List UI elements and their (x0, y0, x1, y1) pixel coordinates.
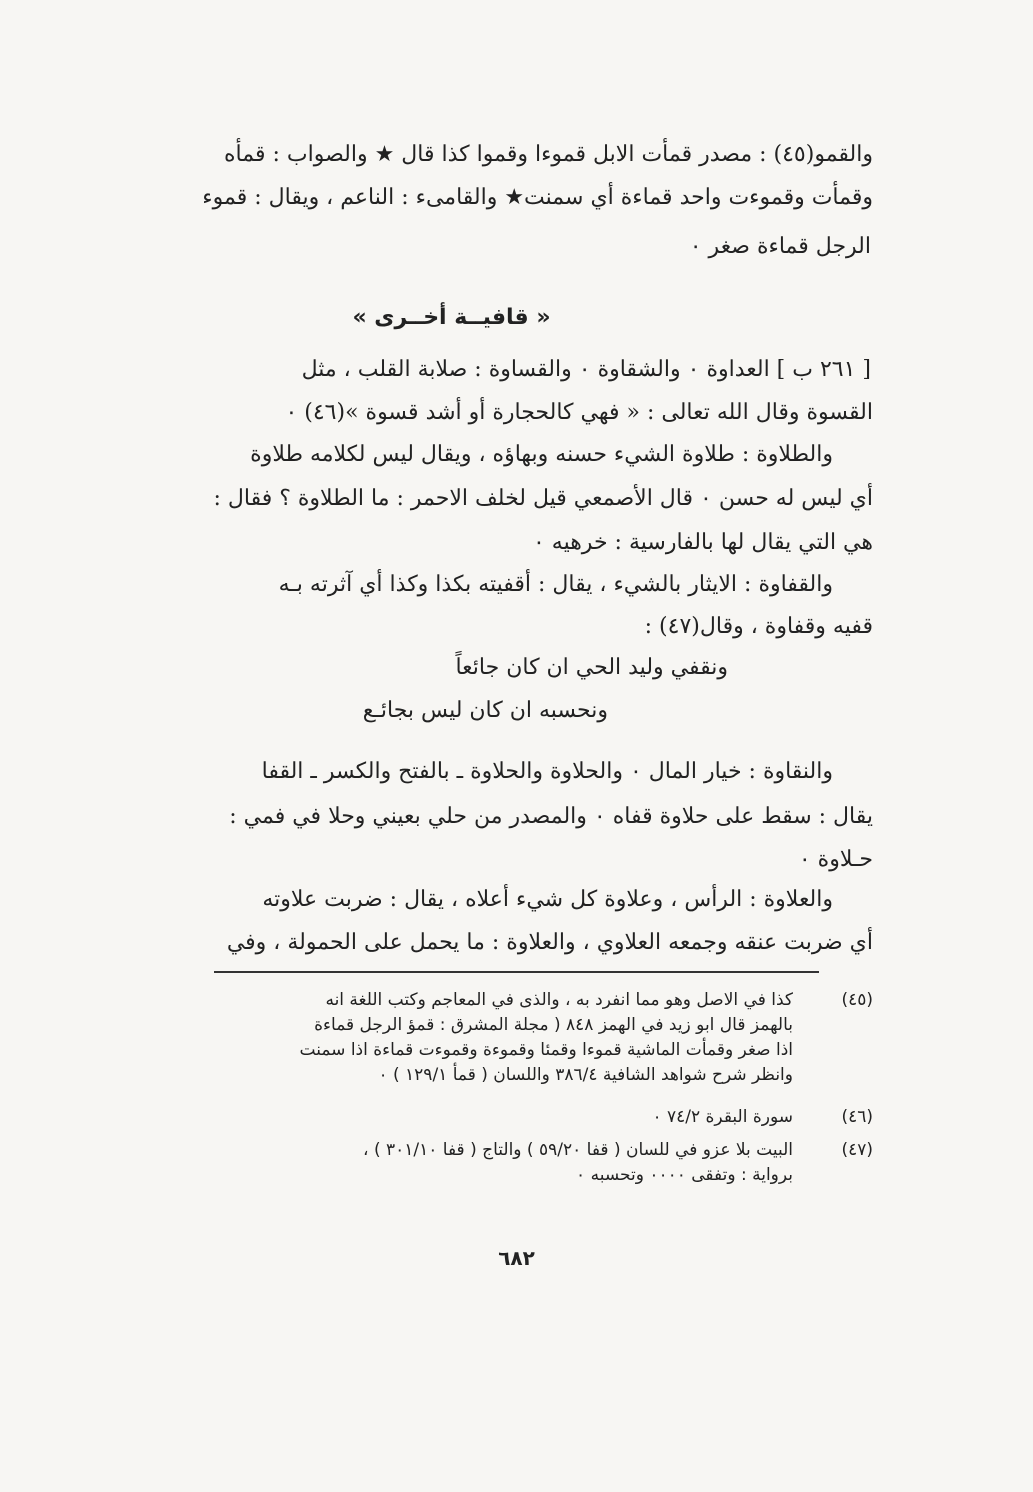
text-line: حـلاوة ٠ (798, 847, 873, 872)
text-line: هي التي يقال لها بالفارسية : خرهيه ٠ (532, 530, 873, 555)
text-line: أي ضربت عنقه وجمعه العلاوي ، والعلاوة : ما يحمل على الحمولة ، وفي (226, 930, 873, 955)
verse-line: ونقفي وليد الحي ان كان جائعاً (455, 655, 728, 680)
footnote-line: بالهمز قال ابو زيد في الهمز ٨٤٨ ( مجلة المشرق : قمؤ الرجل قماءة (314, 1015, 793, 1035)
text-line: [ ٢٦١ ب ] العداوة ٠ والشقاوة ٠ والقساوة : صلابة القلب ، مثل (301, 357, 871, 382)
text-line: قفيه وقفاوة ، وقال(٤٧) : (644, 614, 873, 639)
section-heading: « قافيــة أخــرى » (352, 305, 551, 330)
text-line: والطلاوة : طلاوة الشيء حسنه وبهاؤه ، ويقال ليس لكلامه طلاوة (250, 442, 833, 467)
text-line: يقال : سقط على حلاوة قفاه ٠ والمصدر من حلي بعيني وحلا في فمي : (229, 804, 873, 829)
footnote-line: اذا صغر وقمأت الماشية قموءا وقمئا وقموءة وقموءت قماءة اذا سمنت (299, 1040, 793, 1060)
text-line: أي ليس له حسن ٠ قال الأصمعي قيل لخلف الاحمر : ما الطلاوة ؟ فقال : (213, 486, 873, 511)
text-line: الرجل قماءة صغر ٠ (689, 234, 871, 259)
text-line: والعلاوة : الرأس ، وعلاوة كل شيء أعلاه ، يقال : ضربت علاوته (262, 887, 833, 912)
footnote-line: كذا في الاصل وهو مما انفرد به ، والذى في المعاجم وكتب اللغة انه (325, 990, 793, 1010)
footnote-number: (٤٦) (841, 1107, 873, 1127)
footnote-number: (٤٥) (841, 990, 873, 1010)
text-line: والنقاوة : خيار المال ٠ والحلاوة والحلاوة ـ بالفتح والكسر ـ القفا (261, 759, 833, 784)
verse-line: ونحسبه ان كان ليس بجائـع (362, 698, 608, 723)
text-line: والقمو(٤٥) : مصدر قمأت الابل قموءا وقموا كذا قال ★ والصواب : قمأه (224, 142, 873, 167)
footnote-line: البيت بلا عزو في للسان ( قفا ٥٩/٢٠ ) والتاج ( قفا ٣٠١/١٠ ) ، (363, 1140, 793, 1160)
footnote-line: سورة البقرة ٧٤/٢ ٠ (652, 1107, 793, 1127)
footnote-line: وانظر شرح شواهد الشافية ٣٨٦/٤ واللسان ( قمأ ١٢٩/١ ) ٠ (378, 1065, 793, 1085)
footnote-divider (214, 971, 819, 973)
footnote-line: برواية : وتفقى ٠٠٠٠ وتحسبه ٠ (576, 1165, 793, 1185)
text-line: القسوة وقال الله تعالى : « فهي كالحجارة أو أشد قسوة »(٤٦) ٠ (285, 400, 873, 425)
text-line: والقفاوة : الايثار بالشيء ، يقال : أقفيته بكذا وكذا أي آثرته بـه (278, 572, 833, 597)
text-line: وقمأت وقموءت واحد قماءة أي سمنت★ والقامىء : الناعم ، ويقال : قموء (202, 185, 873, 210)
footnote-number: (٤٧) (841, 1140, 873, 1160)
page-number: ٦٨٢ (498, 1246, 535, 1270)
